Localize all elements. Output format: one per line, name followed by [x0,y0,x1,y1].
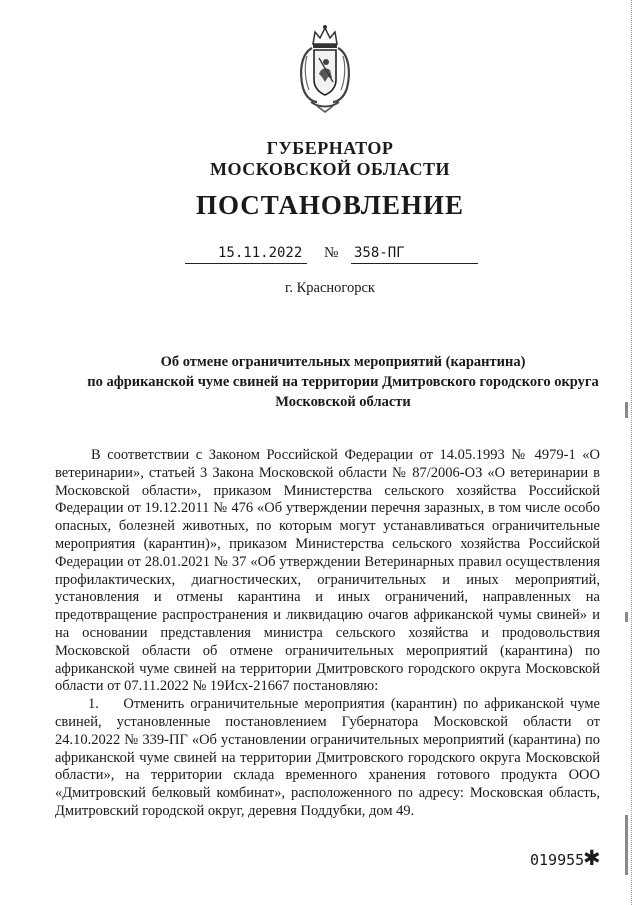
coat-of-arms-icon [295,22,355,114]
scan-mark [625,815,628,875]
date-underline [185,263,307,264]
title-line: по африканской чуме свиней на территории Дмитровского городского округа [87,374,599,390]
authority-title-line1: ГУБЕРНАТОР [266,138,394,158]
star-mark: ✱ [583,846,601,870]
authority-title-line2: МОСКОВСКОЙ ОБЛАСТИ [210,159,450,179]
document-number: 358-ПГ [354,245,405,261]
number-sign: № [324,245,339,261]
document-type: ПОСТАНОВЛЕНИЕ [195,190,465,220]
item-1-paragraph: 1. Отменить ограничительные мероприятия (карантин) по африканской чуме свиней, установленные постановлением Губернатора Московской области от 24.10.2022 № 339-ПГ «Об установлении ограничительных мероприятий (карантина) по африканской чуме свиней на территории Дмитровского городского округа Московской области», на территории склада временного хранения готового продукта ООО «Дмитровский белковый комбинат», расположенного по адресу: Московская область, Дмитровский городской округ, деревня Поддубки, дом 49. [55,696,600,819]
title-line: Об отмене ограничительных мероприятий (карантина) [160,354,526,370]
serial-number: 019955 [530,851,585,869]
scan-mark [625,612,628,622]
number-underline [351,263,478,264]
scan-edge-line [631,0,633,905]
scan-mark [625,402,628,418]
document-date: 15.11.2022 [218,245,303,261]
document-city: г. Красногорск [285,280,375,296]
date-number-line [185,245,478,267]
document-body [55,447,600,821]
preamble-paragraph: В соответствии с Законом Российской Федерации от 14.05.1993 № 4979-1 «О ветеринарии», статьей 3 Закона Московской области № 87/2006-ОЗ «О ветеринарии в Московской области», приказом Министерства сельского хозяйства Российской Федерации от 19.12.2011 № 476 «Об утверждении перечня заразных, в том числе особо опасных, болезней животных, по которым могут устанавливаться ограничительные мероприятия (карантин)», приказом Министерства сельского хозяйства Российской Федерации от 28.01.2021 № 37 «Об утверждении Ветеринарных правил осуществления профилактических, диагностических, ограничительных и иных мероприятий, установления и отмены карантина и иных ограничений, направленных на предотвращение распространения и ликвидацию очагов африканской чумы свиней» и на основании представления министра сельского хозяйства и продовольствия Московской области об отмене ограничительных мероприятий (карантина) по африканской чуме свиней на территории Дмитровского городского округа Московской области от 07.11.2022 № 19Исх-21667 постановляю: [55,447,600,695]
title-line: Московской области [275,394,411,410]
document-title [48,352,638,412]
